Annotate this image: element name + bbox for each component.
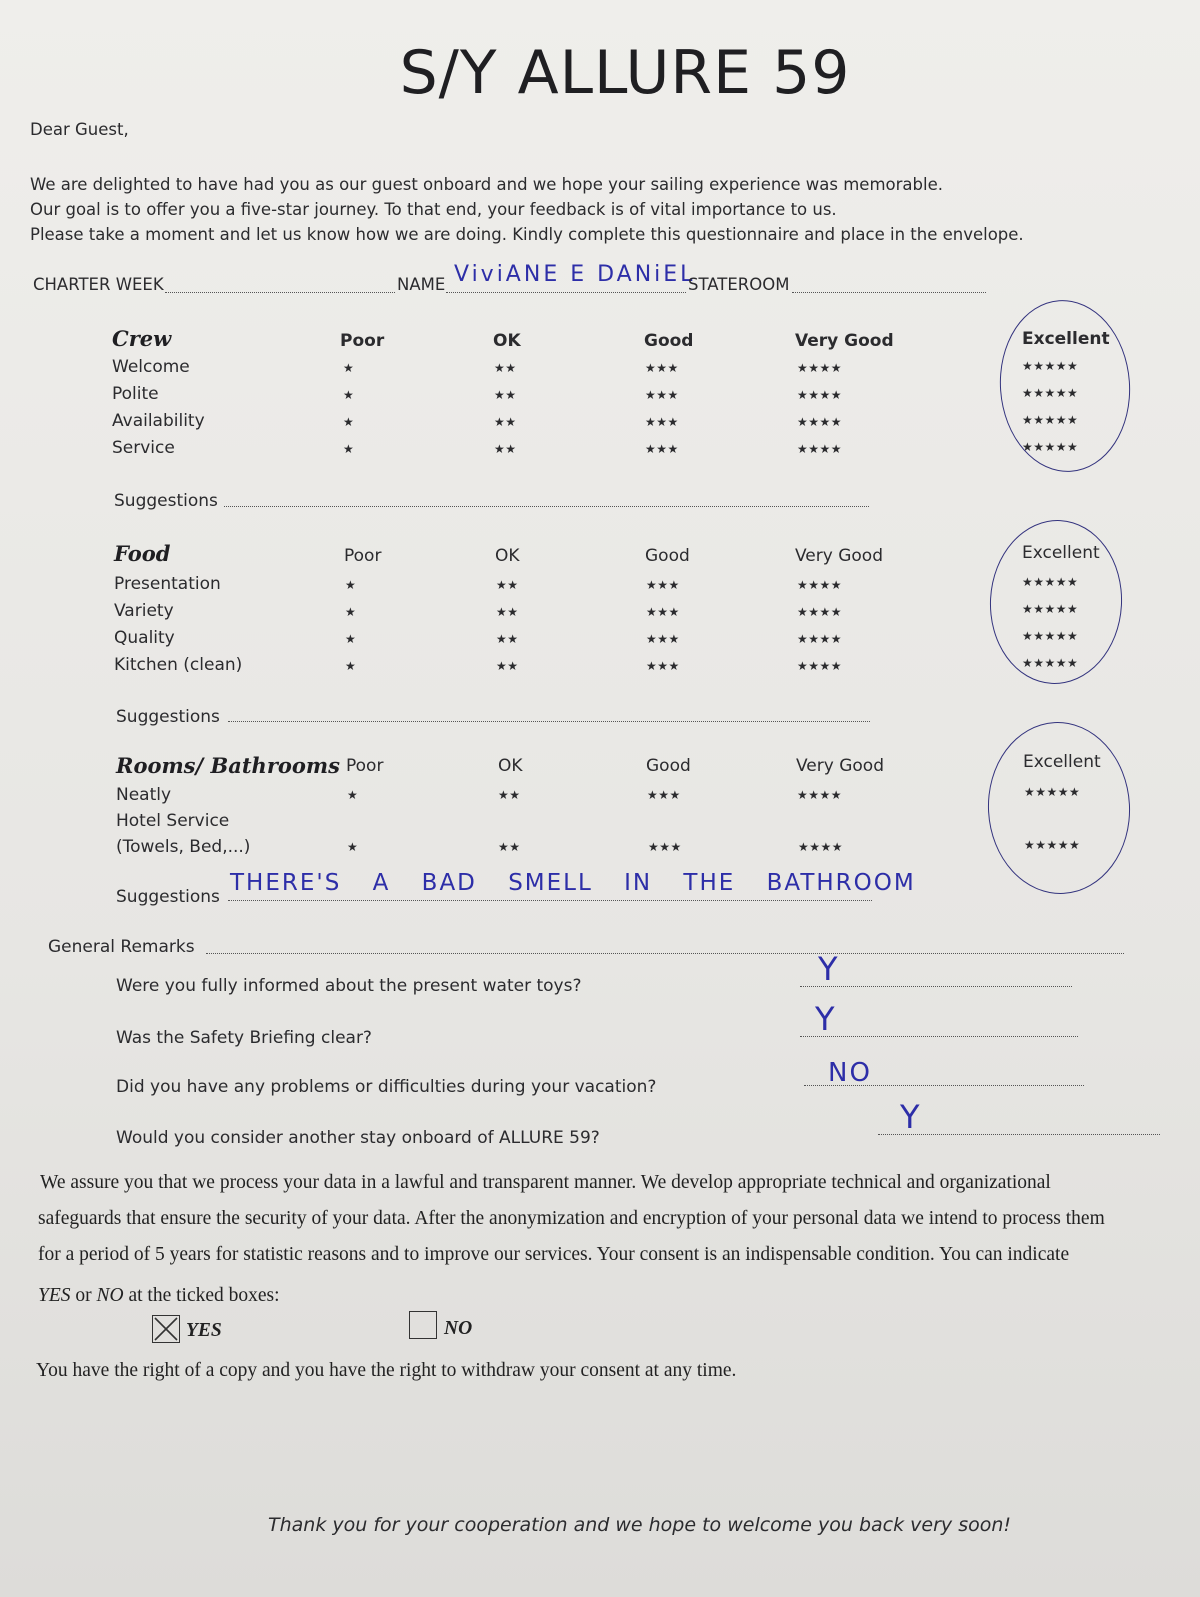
star-ok[interactable]: ★★ bbox=[496, 659, 519, 673]
star-excellent[interactable]: ★★★★★ bbox=[1022, 575, 1079, 589]
star-good[interactable]: ★★★ bbox=[647, 788, 681, 802]
star-excellent[interactable]: ★★★★★ bbox=[1024, 838, 1081, 852]
name-value: ViviANE E DANiEL bbox=[454, 262, 696, 287]
consent-yes-label: YES bbox=[186, 1320, 222, 1341]
star-poor[interactable]: ★ bbox=[347, 788, 359, 802]
star-poor[interactable]: ★ bbox=[345, 659, 357, 673]
food-item-presentation: Presentation bbox=[114, 574, 221, 594]
consent-no-checkbox[interactable] bbox=[409, 1311, 437, 1339]
section-title-food: Food bbox=[114, 541, 171, 566]
answer-1: Y bbox=[818, 950, 838, 988]
star-excellent[interactable]: ★★★★★ bbox=[1022, 440, 1079, 454]
col-excellent: Excellent bbox=[1022, 543, 1100, 563]
star-excellent[interactable]: ★★★★★ bbox=[1022, 386, 1079, 400]
col-good: Good bbox=[646, 756, 691, 776]
food-item-kitchen: Kitchen (clean) bbox=[114, 655, 243, 675]
crew-item-polite: Polite bbox=[112, 384, 159, 404]
privacy-line-3: for a period of 5 years for statistic reasons and to improve our services. Your consent is an indispensable condition. You can indicate bbox=[38, 1244, 1070, 1265]
rooms-suggestions-value: THERE'S A BAD SMELL IN THE BATHROOM bbox=[230, 870, 916, 896]
answer-field-2[interactable] bbox=[800, 1036, 1078, 1037]
star-poor[interactable]: ★ bbox=[345, 578, 357, 592]
star-excellent[interactable]: ★★★★★ bbox=[1022, 656, 1079, 670]
star-good[interactable]: ★★★ bbox=[645, 361, 679, 375]
col-poor: Poor bbox=[340, 331, 385, 351]
star-poor[interactable]: ★ bbox=[345, 605, 357, 619]
col-very-good: Very Good bbox=[795, 546, 883, 566]
intro-line-2: Our goal is to offer you a five-star journey. To that end, your feedback is of vital importance to us. bbox=[30, 200, 837, 219]
answer-3: NO bbox=[828, 1058, 872, 1088]
consent-no-label: NO bbox=[444, 1318, 473, 1339]
crew-item-service: Service bbox=[112, 438, 175, 458]
charter-week-field[interactable] bbox=[165, 292, 395, 293]
rooms-suggestions-label: Suggestions bbox=[116, 887, 220, 907]
col-good: Good bbox=[645, 546, 690, 566]
stateroom-label: STATEROOM bbox=[688, 275, 790, 294]
star-very-good[interactable]: ★★★★ bbox=[797, 605, 843, 619]
star-very-good[interactable]: ★★★★ bbox=[797, 388, 843, 402]
thanks-text: Thank you for your cooperation and we hope to welcome you back very soon! bbox=[268, 1514, 1012, 1536]
col-excellent: Excellent bbox=[1022, 329, 1110, 349]
crew-item-welcome: Welcome bbox=[112, 357, 190, 377]
section-title-rooms: Rooms/ Bathrooms bbox=[116, 753, 340, 778]
question-4: Would you consider another stay onboard of ALLURE 59? bbox=[116, 1128, 600, 1148]
rooms-item-towels-bed: (Towels, Bed,...) bbox=[116, 837, 251, 857]
page-title: S/Y ALLURE 59 bbox=[399, 38, 851, 108]
name-label: NAME bbox=[397, 275, 446, 294]
section-title-crew: Crew bbox=[112, 326, 172, 351]
star-good[interactable]: ★★★ bbox=[646, 605, 680, 619]
crew-excellent-circle bbox=[994, 296, 1136, 477]
food-suggestions-label: Suggestions bbox=[116, 707, 220, 727]
star-very-good[interactable]: ★★★★ bbox=[797, 578, 843, 592]
general-remarks-field[interactable] bbox=[206, 953, 1124, 954]
star-very-good[interactable]: ★★★★ bbox=[797, 788, 843, 802]
star-ok[interactable]: ★★ bbox=[496, 632, 519, 646]
consent-yes-checkbox[interactable] bbox=[152, 1315, 180, 1343]
food-excellent-circle bbox=[986, 517, 1126, 688]
question-3: Did you have any problems or difficulties during your vacation? bbox=[116, 1077, 657, 1097]
crew-suggestions-label: Suggestions bbox=[114, 491, 218, 511]
star-good[interactable]: ★★★ bbox=[645, 388, 679, 402]
check-x-icon bbox=[153, 1316, 179, 1342]
answer-2: Y bbox=[815, 1000, 835, 1038]
intro-line-1: We are delighted to have had you as our guest onboard and we hope your sailing experience was memorable. bbox=[30, 175, 943, 194]
star-good[interactable]: ★★★ bbox=[646, 659, 680, 673]
col-very-good: Very Good bbox=[795, 331, 894, 351]
rooms-excellent-circle bbox=[984, 718, 1135, 897]
star-good[interactable]: ★★★ bbox=[645, 415, 679, 429]
col-very-good: Very Good bbox=[796, 756, 884, 776]
privacy-line-2: safeguards that ensure the security of your data. After the anonymization and encryption of your personal data we intend to process them bbox=[38, 1208, 1105, 1229]
col-poor: Poor bbox=[346, 756, 384, 776]
privacy-yes-word: YES bbox=[38, 1285, 71, 1306]
star-ok[interactable]: ★★ bbox=[498, 788, 521, 802]
col-excellent: Excellent bbox=[1023, 752, 1101, 772]
question-1: Were you fully informed about the present water toys? bbox=[116, 976, 582, 996]
food-item-quality: Quality bbox=[114, 628, 175, 648]
food-suggestions-field[interactable] bbox=[228, 721, 870, 722]
star-poor[interactable]: ★ bbox=[343, 442, 355, 456]
star-very-good[interactable]: ★★★★ bbox=[797, 361, 843, 375]
answer-field-4[interactable] bbox=[878, 1134, 1160, 1135]
star-poor[interactable]: ★ bbox=[347, 840, 359, 854]
star-very-good[interactable]: ★★★★ bbox=[798, 840, 844, 854]
star-ok[interactable]: ★★ bbox=[494, 361, 517, 375]
star-poor[interactable]: ★ bbox=[343, 388, 355, 402]
rooms-item-neatly: Neatly bbox=[116, 785, 172, 805]
charter-week-label: CHARTER WEEK bbox=[33, 275, 164, 294]
privacy-no-word: NO bbox=[96, 1285, 124, 1306]
privacy-or-word: or bbox=[70, 1285, 97, 1306]
col-ok: OK bbox=[498, 756, 523, 776]
star-ok[interactable]: ★★ bbox=[496, 578, 519, 592]
star-poor[interactable]: ★ bbox=[345, 632, 357, 646]
star-excellent[interactable]: ★★★★★ bbox=[1022, 602, 1079, 616]
name-field[interactable] bbox=[446, 292, 686, 293]
stateroom-field[interactable] bbox=[792, 292, 986, 293]
rooms-suggestions-field[interactable] bbox=[228, 900, 872, 901]
star-ok[interactable]: ★★ bbox=[494, 442, 517, 456]
col-good: Good bbox=[644, 331, 694, 351]
answer-4: Y bbox=[900, 1098, 920, 1136]
privacy-line-1: We assure you that we process your data in a lawful and transparent manner. We develop appropriate technical and organizational bbox=[40, 1172, 1051, 1193]
star-ok[interactable]: ★★ bbox=[494, 415, 517, 429]
col-poor: Poor bbox=[344, 546, 382, 566]
star-ok[interactable]: ★★ bbox=[494, 388, 517, 402]
star-ok[interactable]: ★★ bbox=[498, 840, 521, 854]
answer-field-1[interactable] bbox=[800, 986, 1072, 987]
star-poor[interactable]: ★ bbox=[343, 415, 355, 429]
star-good[interactable]: ★★★ bbox=[646, 632, 680, 646]
star-excellent[interactable]: ★★★★★ bbox=[1022, 359, 1079, 373]
star-excellent[interactable]: ★★★★★ bbox=[1022, 629, 1079, 643]
food-item-variety: Variety bbox=[114, 601, 174, 621]
star-good[interactable]: ★★★ bbox=[648, 840, 682, 854]
star-very-good[interactable]: ★★★★ bbox=[797, 442, 843, 456]
star-good[interactable]: ★★★ bbox=[645, 442, 679, 456]
col-ok: OK bbox=[495, 546, 520, 566]
star-excellent[interactable]: ★★★★★ bbox=[1022, 413, 1079, 427]
privacy-rest-text: at the ticked boxes: bbox=[123, 1285, 280, 1306]
privacy-line-4 bbox=[38, 1285, 280, 1307]
rooms-item-hotel-service: Hotel Service bbox=[116, 811, 230, 831]
greeting: Dear Guest, bbox=[30, 120, 129, 139]
question-2: Was the Safety Briefing clear? bbox=[116, 1028, 372, 1048]
star-very-good[interactable]: ★★★★ bbox=[797, 415, 843, 429]
crew-item-availability: Availability bbox=[112, 411, 205, 431]
intro-line-3: Please take a moment and let us know how we are doing. Kindly complete this questionnaire and place in the envelope. bbox=[30, 225, 1024, 244]
star-poor[interactable]: ★ bbox=[343, 361, 355, 375]
col-ok: OK bbox=[493, 331, 521, 351]
crew-suggestions-field[interactable] bbox=[224, 506, 869, 507]
star-very-good[interactable]: ★★★★ bbox=[797, 659, 843, 673]
general-remarks-label: General Remarks bbox=[48, 937, 195, 957]
star-good[interactable]: ★★★ bbox=[646, 578, 680, 592]
star-excellent[interactable]: ★★★★★ bbox=[1024, 785, 1081, 799]
star-ok[interactable]: ★★ bbox=[496, 605, 519, 619]
rights-text: You have the right of a copy and you have the right to withdraw your consent at any time. bbox=[36, 1360, 737, 1381]
star-very-good[interactable]: ★★★★ bbox=[797, 632, 843, 646]
